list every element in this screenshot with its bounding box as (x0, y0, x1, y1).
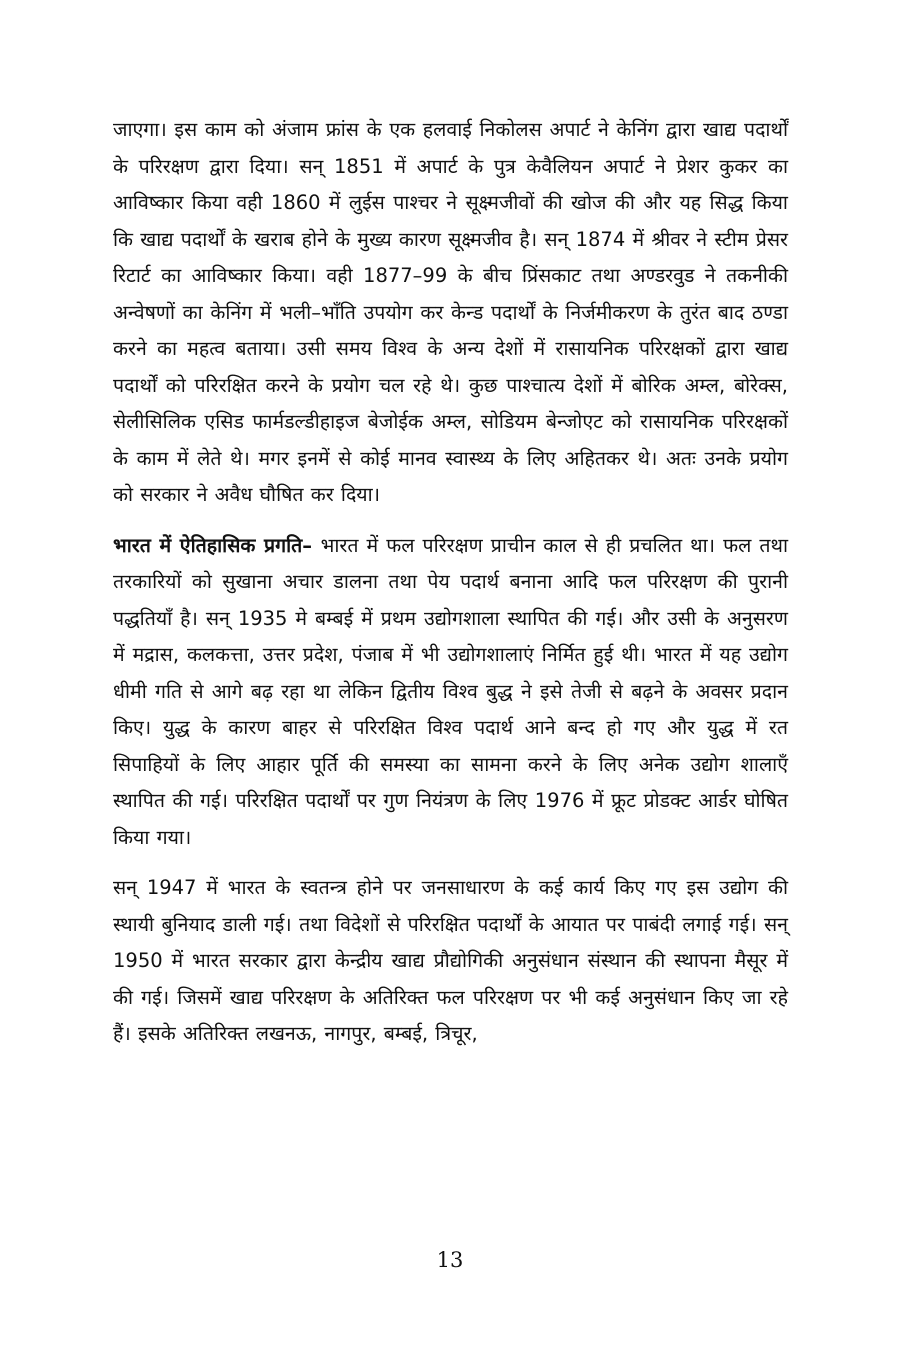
page-number: 13 (436, 1248, 464, 1272)
paragraph-history-canning (113, 112, 788, 514)
paragraph-1-text: जाएगा। इस काम को अंजाम फ्रांस के एक हलवाई निकोलस अपार्ट ने केनिंग द्वारा खाद्य पदार्थों के परिरक्षण द्वारा दिया। सन् 1851 में अपार्ट के पुत्र केवैलियन अपार्ट ने प्रेशर कुकर का आविष्कार किया वही 1860 में लुईस पाश्चर ने सूक्ष्मजीवों की खोज की और यह सिद्ध किया कि खाद्य पदार्थों के खराब होने के मुख्य कारण सूक्ष्मजीव है। सन् 1874 में श्रीवर ने स्टीम प्रेसर रिटार्ट का आविष्कार किया। वही 1877–99 के बीच प्रिंसकाट तथा अण्डरवुड ने तकनीकी अन्वेषणों का केनिंग में भली–भाँति उपयोग कर केन्ड पदार्थों के निर्जमीकरण के तुरंत बाद ठण्डा करने का महत्व बताया। उसी समय विश्व के अन्य देशों में रासायनिक परिरक्षकों द्वारा खाद्य पदार्थों को परिरक्षित करने के प्रयोग चल रहे थे। कुछ पाश्चात्य देशों में बोरिक अम्ल, बोरेक्स, सेलीसिलिक एसिड फार्मडल्डीहाइज बेजोईक अम्ल, सोडियम बेन्जोएट को रासायनिक परिरक्षकों के काम में लेते थे। मगर इनमें से कोई मानव स्वास्थ्य के लिए अहितकर थे। अतः उनके प्रयोग को सरकार ने अवैध घौषित कर दिया। (113, 118, 788, 506)
paragraph-post-independence (113, 870, 788, 1053)
paragraph-india-progress (113, 528, 788, 857)
paragraph-2-text: भारत में फल परिरक्षण प्राचीन काल से ही प्रचलित था। फल तथा तरकारियों को सुखाना अचार डालना तथा पेय पदार्थ बनाना आदि फल परिरक्षण की पुरानी पद्धतियाँ है। सन् 1935 मे बम्बई में प्रथम उद्योगशाला स्थापित की गई। और उसी के अनुसरण में मद्रास, कलकत्ता, उत्तर प्रदेश, पंजाब में भी उद्योगशालाएं निर्मित हुई थी। भारत में यह उद्योग धीमी गति से आगे बढ़ रहा था लेकिन द्वितीय विश्व बुद्ध ने इसे तेजी से बढ़ने के अवसर प्रदान किए। युद्ध के कारण बाहर से परिरक्षित विश्व पदार्थ आने बन्द हो गए और युद्ध में रत सिपाहियों के लिए आहार पूर्ति की समस्या का सामना करने के लिए अनेक उद्योग शालाएँ स्थापित की गई। परिरक्षित पदार्थों पर गुण नियंत्रण के लिए 1976 में फ्रूट प्रोडक्ट आर्डर घोषित किया गया। (113, 533, 789, 849)
section-heading-india-progress: भारत में ऐतिहासिक प्रगति– (113, 533, 321, 557)
paragraph-3-text: सन् 1947 में भारत के स्वतन्त्र होने पर जनसाधारण के कई कार्य किए गए इस उद्योग की स्थायी बुनियाद डाली गई। तथा विदेशों से परिरक्षित पदार्थों के आयात पर पाबंदी लगाई गई। सन् 1950 में भारत सरकार द्वारा केन्द्रीय खाद्य प्रौद्योगिकी अनुसंधान संस्थान की स्थापना मैसूर में की गई। जिसमें खाद्य परिरक्षण के अतिरिक्त फल परिरक्षण पर भी कई अनुसंधान किए जा रहे हैं। इसके अतिरिक्त लखनऊ, नागपुर, बम्बई, त्रिचूर, (113, 876, 788, 1045)
page-body (113, 112, 788, 1053)
